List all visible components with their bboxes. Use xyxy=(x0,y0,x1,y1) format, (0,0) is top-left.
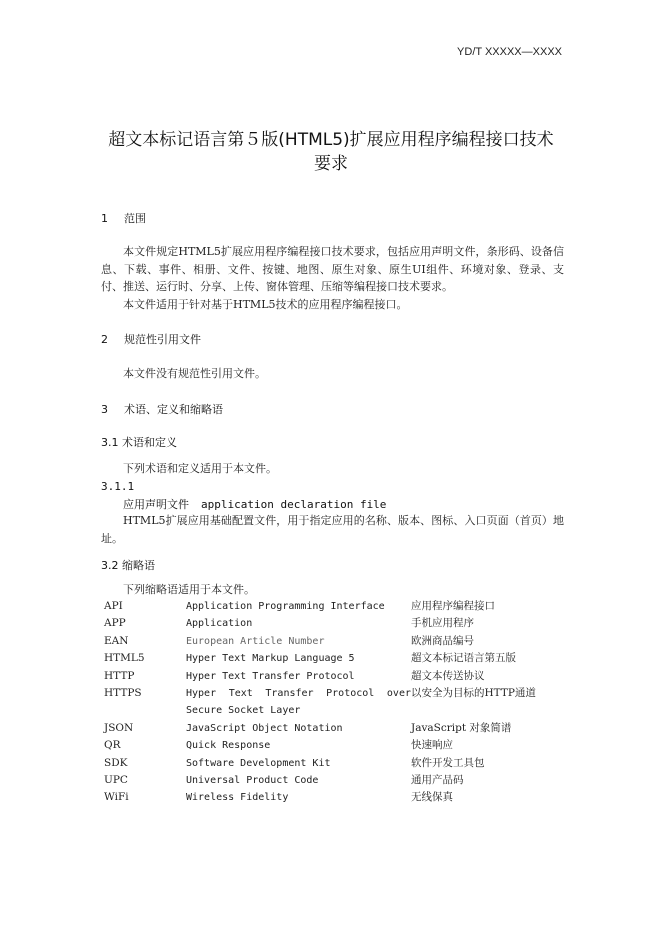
abbr-cell: HTML5 xyxy=(104,652,145,665)
section-number: 1 xyxy=(101,212,108,225)
chinese-cell: 应用程序编程接口 xyxy=(411,600,495,612)
full-name-cell: Quick Response xyxy=(186,740,271,752)
section-title: 规范性引用文件 xyxy=(124,333,201,346)
table-row xyxy=(104,772,566,789)
abbr-cell: QR xyxy=(104,739,121,752)
table-row xyxy=(104,598,566,615)
section-number: 2 xyxy=(101,333,108,346)
table-row xyxy=(104,615,566,632)
full-name-cell: Hyper Text Transfer Protocol xyxy=(186,670,355,682)
abbreviation-table xyxy=(104,598,566,807)
title-line-1: 超文本标记语言第５版(HTML5)扩展应用程序编程接口技术 xyxy=(108,130,554,150)
chinese-cell: 无线保真 xyxy=(411,791,453,804)
section-number: 3 xyxy=(101,403,108,416)
term-number: 3.1.1 xyxy=(101,480,135,493)
section-title: 术语、定义和缩略语 xyxy=(124,403,223,416)
table-row xyxy=(104,685,566,720)
section-number: 3.1 xyxy=(101,436,119,449)
section-title: 缩略语 xyxy=(122,559,155,572)
full-name-line-1: Hyper Text Transfer Protocol over xyxy=(186,688,411,700)
table-row xyxy=(104,737,566,754)
abbr-cell: WiFi xyxy=(104,791,129,804)
table-row xyxy=(104,789,566,806)
abbr-cell: API xyxy=(104,600,123,612)
term-name-cn: 应用声明文件 xyxy=(123,498,189,511)
section-3-1-heading xyxy=(101,434,177,450)
term-definition: HTML5扩展应用基础配置文件，用于指定应用的名称、版本、图标、入口页面（首页）地址。 xyxy=(101,514,564,545)
section-number: 3.2 xyxy=(101,559,119,572)
abbr-cell: APP xyxy=(104,617,126,630)
table-row xyxy=(104,650,566,667)
table-row xyxy=(104,668,566,685)
abbr-cell: HTTPS xyxy=(104,687,142,700)
document-title xyxy=(95,128,567,176)
full-name-cell: Application xyxy=(186,618,253,630)
abbreviations-intro: 下列缩略语适用于本文件。 xyxy=(123,583,255,596)
document-code: YD/T XXXXX—XXXX xyxy=(457,46,562,58)
full-name-cell: European Article Number xyxy=(186,635,325,647)
normative-paragraph: 本文件没有规范性引用文件。 xyxy=(123,367,266,380)
section-title: 术语和定义 xyxy=(122,436,177,449)
section-3-2-heading xyxy=(101,557,155,573)
term-name-en: application declaration file xyxy=(201,498,387,511)
full-name-cell: Application Programming Interface xyxy=(186,601,385,612)
chinese-cell: 欧洲商品编号 xyxy=(411,634,474,647)
section-2-heading xyxy=(101,331,201,347)
chinese-cell: JavaScript 对象简谱 xyxy=(411,721,512,734)
scope-paragraph-2: 本文件适用于针对基于HTML5技术的应用程序编程接口。 xyxy=(123,298,408,311)
term-name xyxy=(123,496,386,512)
abbr-cell: HTTP xyxy=(104,669,135,682)
title-line-2: 要求 xyxy=(314,154,348,174)
section-title: 范围 xyxy=(124,212,146,225)
chinese-cell: 以安全为目标的HTTP通道 xyxy=(411,687,536,700)
full-name-cell: JavaScript Object Notation xyxy=(186,722,343,734)
table-row xyxy=(104,633,566,650)
section-1-heading xyxy=(101,210,146,226)
full-name-cell: Wireless Fidelity xyxy=(186,792,289,804)
full-name-cell: Hyper Text Markup Language 5 xyxy=(186,653,355,665)
abbr-cell: JSON xyxy=(104,721,134,734)
abbr-cell: SDK xyxy=(104,756,128,769)
chinese-cell: 超文本传送协议 xyxy=(411,669,485,682)
chinese-cell: 通用产品码 xyxy=(411,774,464,787)
abbr-cell: EAN xyxy=(104,634,129,647)
table-row xyxy=(104,720,566,737)
full-name-cell: Software Development Kit xyxy=(186,757,331,769)
full-name-cell xyxy=(186,685,411,720)
chinese-cell: 软件开发工具包 xyxy=(411,756,485,769)
table-row xyxy=(104,755,566,772)
chinese-cell: 手机应用程序 xyxy=(411,617,474,630)
abbr-cell: UPC xyxy=(104,774,128,787)
full-name-cell: Universal Product Code xyxy=(186,775,319,787)
chinese-cell: 快速响应 xyxy=(411,739,453,752)
full-name-line-2: Secure Socket Layer xyxy=(186,705,301,717)
chinese-cell: 超文本标记语言第五版 xyxy=(411,652,516,665)
scope-paragraph-1: 本文件规定HTML5扩展应用程序编程接口技术要求，包括应用声明文件，条形码、设备信息、下载、事件、相册、文件、按键、地图、原生对象、原生UI组件、环境对象、登录、支付、推送、运行时、分享、上传、窗体管理、压缩等编程接口技术要求。 xyxy=(101,245,564,293)
section-3-heading xyxy=(101,401,223,417)
terms-intro: 下列术语和定义适用于本文件。 xyxy=(123,462,277,475)
